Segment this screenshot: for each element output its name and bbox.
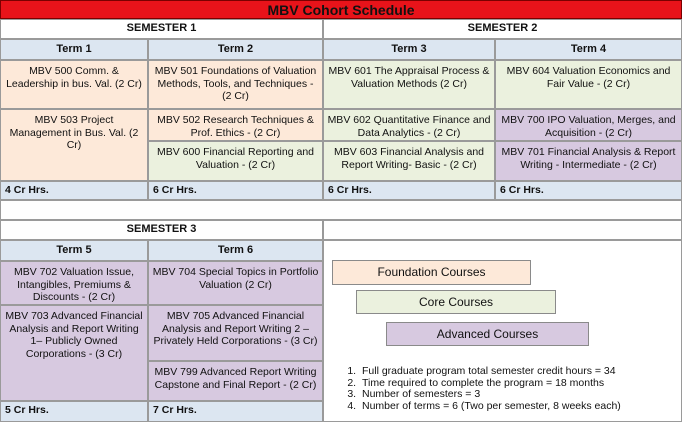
course-mbv-703: MBV 703 Advanced Financial Analysis and Report Writing 1– Publicly Owned Corporations - (3 Cr) — [0, 305, 148, 401]
term-6-credit-hours: 7 Cr Hrs. — [148, 401, 323, 422]
legend-core: Core Courses — [356, 290, 556, 314]
term-4-credit-hours: 6 Cr Hrs. — [495, 181, 682, 200]
course-mbv-501: MBV 501 Foundations of Valuation Methods, Tools, and Techniques - (2 Cr) — [148, 60, 323, 109]
course-mbv-603: MBV 603 Financial Analysis and Report Writing- Basic - (2 Cr) — [323, 141, 495, 181]
course-mbv-700: MBV 700 IPO Valuation, Merges, and Acquisition - (2 Cr) — [495, 109, 682, 141]
semester-2-header: SEMESTER 2 — [323, 19, 682, 39]
term-2-credit-hours: 6 Cr Hrs. — [148, 181, 323, 200]
note-item: 2. Time required to complete the program = 18 months — [359, 378, 678, 390]
course-mbv-502: MBV 502 Research Techniques & Prof. Ethics - (2 Cr) — [148, 109, 323, 141]
term-4-header: Term 4 — [495, 39, 682, 60]
course-mbv-503: MBV 503 Project Management in Bus. Val. (2 Cr) — [0, 109, 148, 181]
note-item: 4. Number of terms = 6 (Two per semester, 8 weeks each) — [359, 401, 678, 413]
term-5-header: Term 5 — [0, 240, 148, 261]
term-3-credit-hours: 6 Cr Hrs. — [323, 181, 495, 200]
course-mbv-705: MBV 705 Advanced Financial Analysis and Report Writing 2 – Privately Held Corporations - (3 Cr) — [148, 305, 323, 361]
note-item: 3. Number of semesters = 3 — [359, 389, 678, 401]
legend-advanced: Advanced Courses — [386, 322, 589, 346]
blank-cell — [323, 220, 682, 240]
term-3-header: Term 3 — [323, 39, 495, 60]
term-1-header: Term 1 — [0, 39, 148, 60]
spacer-row — [0, 200, 682, 220]
semester-3-header: SEMESTER 3 — [0, 220, 323, 240]
course-mbv-604: MBV 604 Valuation Economics and Fair Value - (2 Cr) — [495, 60, 682, 109]
course-mbv-500: MBV 500 Comm. & Leadership in bus. Val. (2 Cr) — [0, 60, 148, 109]
course-mbv-601: MBV 601 The Appraisal Process & Valuation Methods (2 Cr) — [323, 60, 495, 109]
note-item: 1. Full graduate program total semester credit hours = 34 — [359, 366, 678, 378]
legend-foundation: Foundation Courses — [332, 260, 531, 285]
course-mbv-702: MBV 702 Valuation Issue, Intangibles, Premiums & Discounts - (2 Cr) — [0, 261, 148, 305]
term-6-header: Term 6 — [148, 240, 323, 261]
program-notes — [344, 366, 678, 412]
semester-1-header: SEMESTER 1 — [0, 19, 323, 39]
term-5-credit-hours: 5 Cr Hrs. — [0, 401, 148, 422]
term-2-header: Term 2 — [148, 39, 323, 60]
term-1-credit-hours: 4 Cr Hrs. — [0, 181, 148, 200]
course-mbv-704: MBV 704 Special Topics in Portfolio Valuation (2 Cr) — [148, 261, 323, 305]
page-title: MBV Cohort Schedule — [0, 0, 682, 19]
course-mbv-602: MBV 602 Quantitative Finance and Data Analytics - (2 Cr) — [323, 109, 495, 141]
course-mbv-701: MBV 701 Financial Analysis & Report Writing - Intermediate - (2 Cr) — [495, 141, 682, 181]
course-mbv-600: MBV 600 Financial Reporting and Valuation - (2 Cr) — [148, 141, 323, 181]
course-mbv-799: MBV 799 Advanced Report Writing Capstone and Final Report - (2 Cr) — [148, 361, 323, 401]
